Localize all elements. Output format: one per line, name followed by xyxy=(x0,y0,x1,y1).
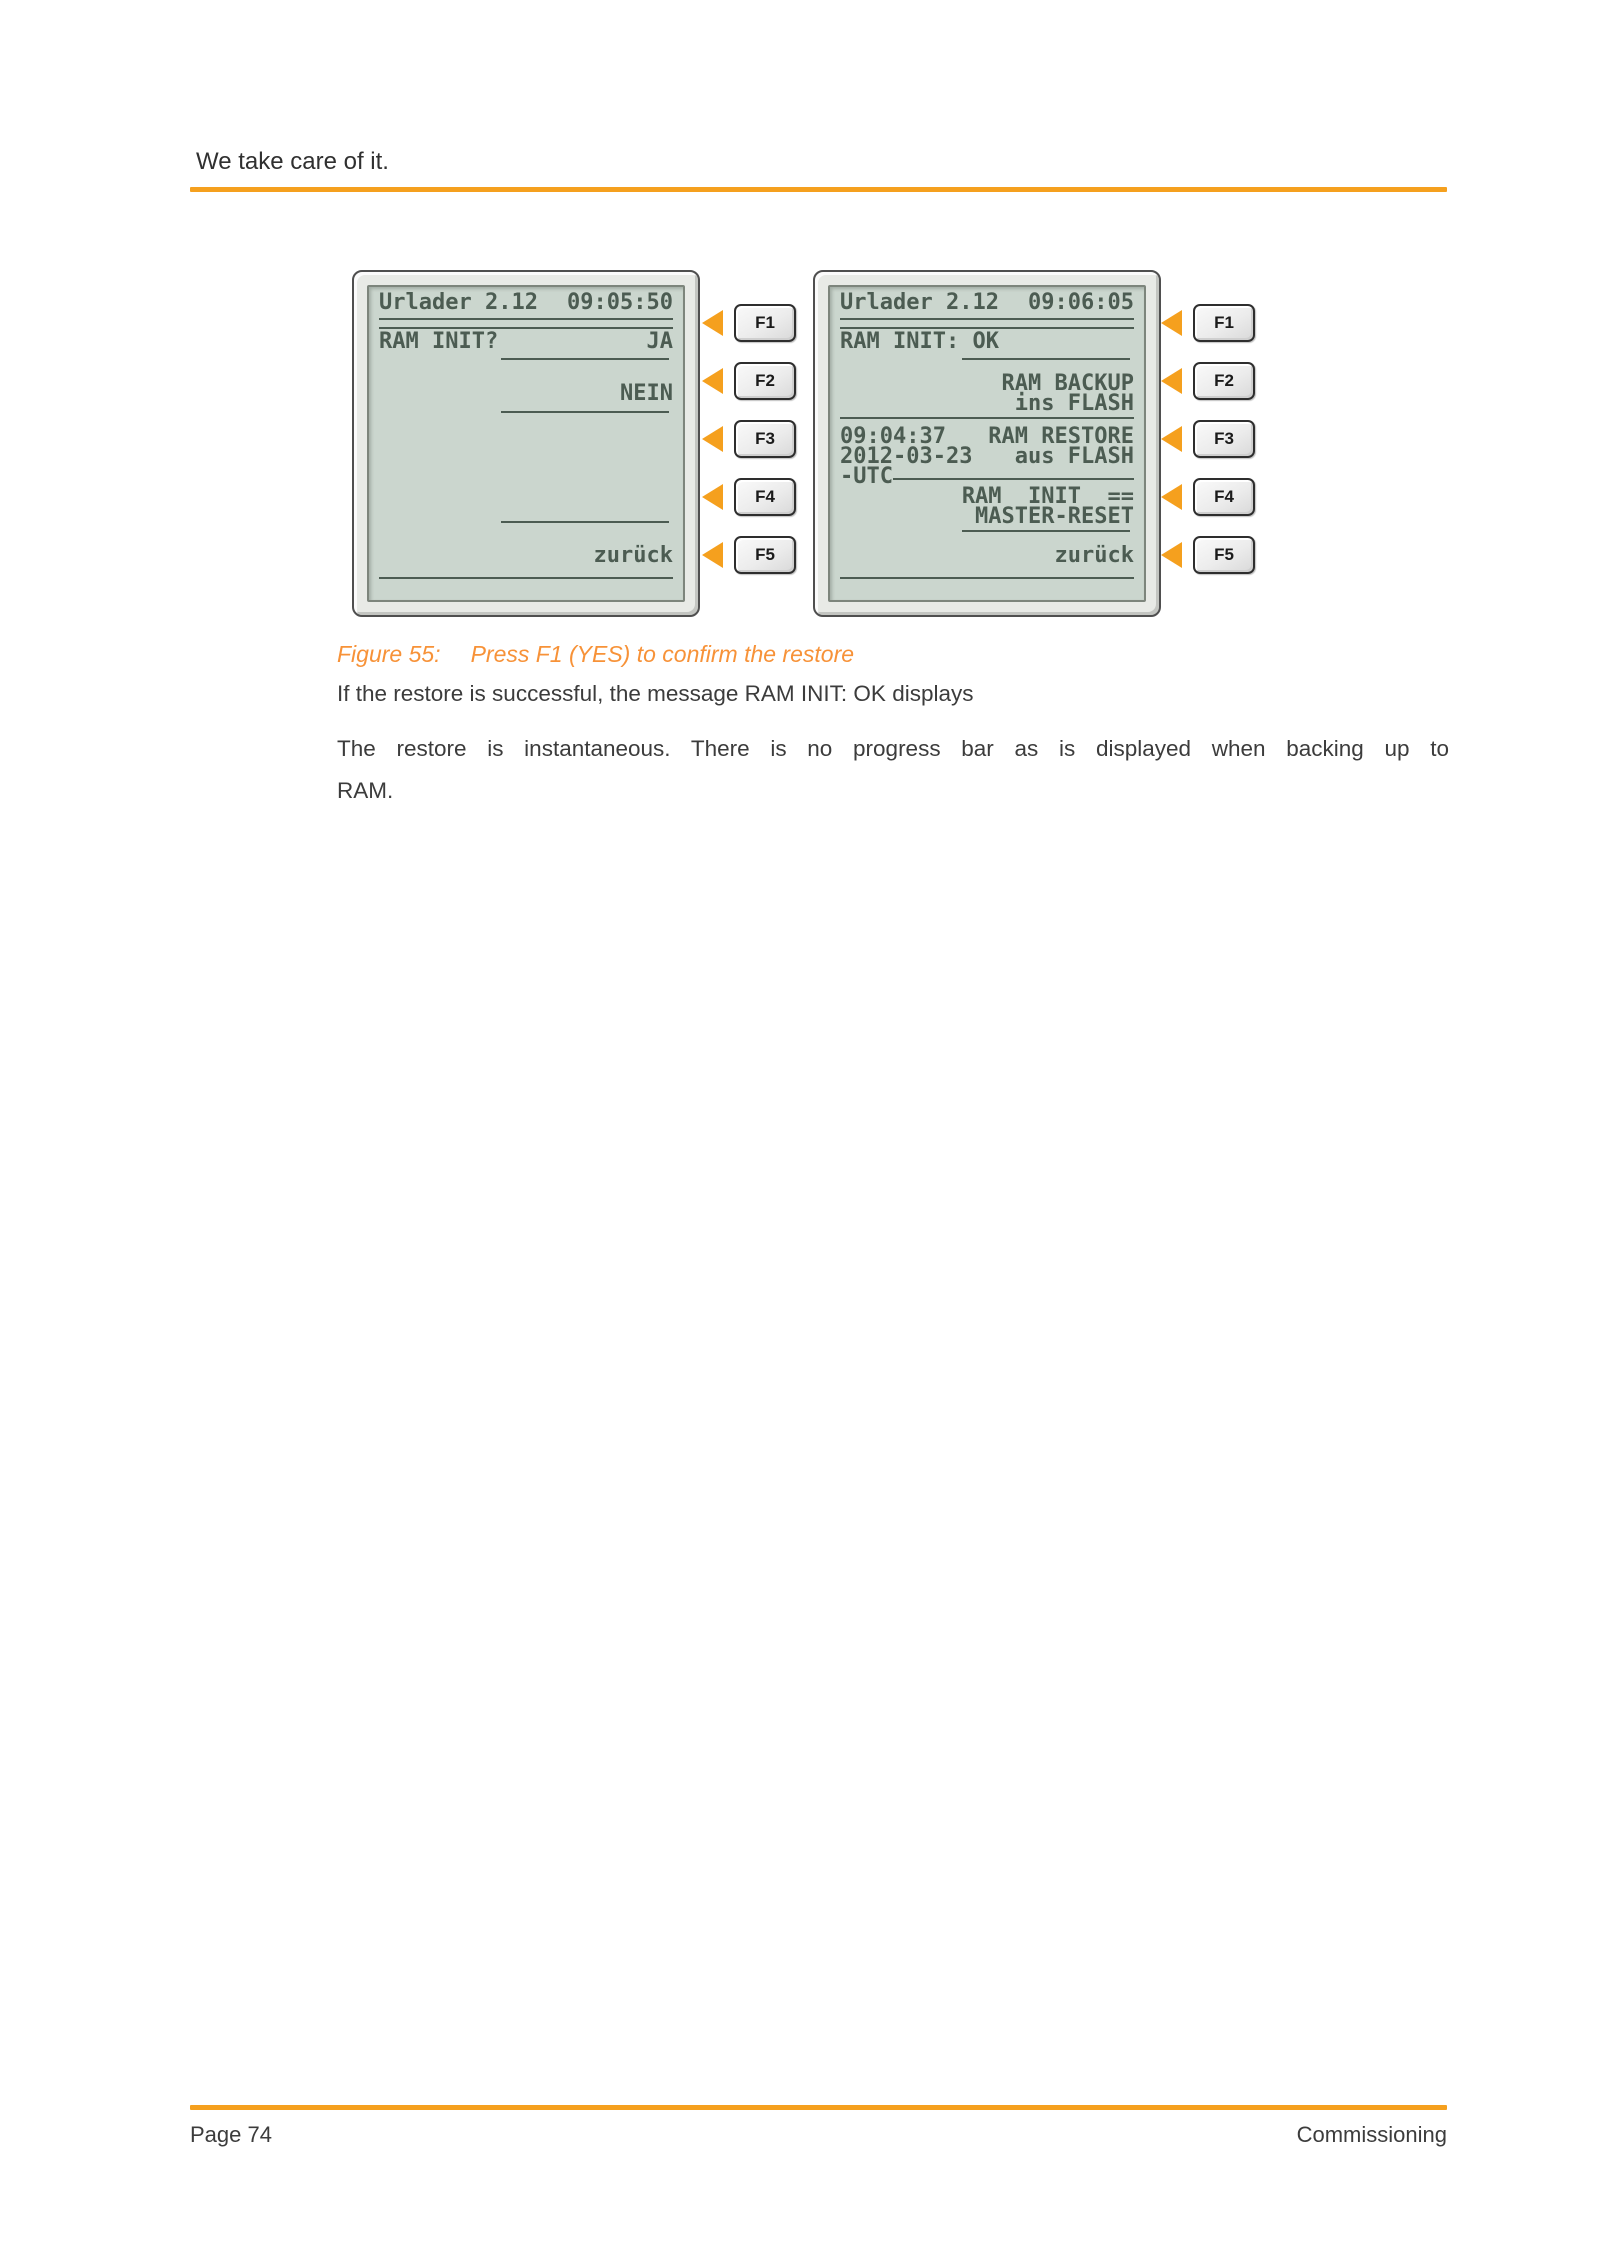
lcd-title: Urlader 2.12 xyxy=(840,290,999,315)
arrow-left-icon xyxy=(1161,426,1182,452)
lcd-softkey-line xyxy=(501,521,669,523)
lcd-back-row xyxy=(840,545,1134,567)
lcd-softkey-line xyxy=(962,358,1130,360)
f2-button[interactable]: F2 xyxy=(734,362,796,400)
f3-button[interactable]: F3 xyxy=(1193,420,1255,458)
figure-caption-label: Figure 55: xyxy=(337,641,441,667)
arrow-left-icon xyxy=(702,310,723,336)
f4-button[interactable]: F4 xyxy=(734,478,796,516)
lcd-backup-label: RAM BACKUP xyxy=(1001,371,1134,396)
fkey-row xyxy=(1161,362,1255,400)
lcd-restore-label: RAM RESTORE xyxy=(988,424,1134,449)
lcd-restore-source: aus FLASH xyxy=(1014,444,1134,469)
arrow-left-icon xyxy=(702,484,723,510)
lcd-option-yes: JA xyxy=(646,329,673,354)
lcd-title-row xyxy=(840,292,1134,314)
footer xyxy=(190,2122,1447,2148)
f5-button[interactable]: F5 xyxy=(734,536,796,574)
fkey-row xyxy=(702,420,796,458)
lcd-screen-before xyxy=(367,285,685,602)
fkey-row xyxy=(1161,536,1255,574)
fkey-row xyxy=(702,478,796,516)
fkey-column-left xyxy=(702,270,796,617)
lcd-backup-row xyxy=(840,393,1134,415)
lcd-title-divider xyxy=(379,318,673,329)
lcd-softkey-line xyxy=(501,358,669,360)
figure-illustration xyxy=(352,270,1255,617)
header-rule xyxy=(190,187,1447,192)
fkey-row xyxy=(1161,420,1255,458)
fkey-row xyxy=(702,304,796,342)
lcd-softkey-line xyxy=(501,411,669,413)
lcd-section-line xyxy=(840,417,1134,419)
footer-section: Commissioning xyxy=(1296,2122,1447,2147)
lcd-title-row xyxy=(379,292,673,314)
arrow-left-icon xyxy=(702,542,723,568)
lcd-title: Urlader 2.12 xyxy=(379,290,538,315)
lcd-utc-line xyxy=(893,478,1134,480)
arrow-left-icon xyxy=(1161,310,1182,336)
lcd-status-row xyxy=(840,331,1134,353)
lcd-prompt-row xyxy=(379,331,673,353)
lcd-clock: 09:05:50 xyxy=(567,290,673,315)
lcd-option-no-row xyxy=(379,383,673,405)
lcd-screen-after xyxy=(828,285,1146,602)
body-paragraph-2-line1: The restore is instantaneous. There is no progress bar as is displayed when backing up to xyxy=(337,736,1449,761)
f3-button[interactable]: F3 xyxy=(734,420,796,458)
figure-caption-text: Press F1 (YES) to confirm the restore xyxy=(470,641,855,667)
lcd-device-before xyxy=(352,270,700,617)
header-tagline: We take care of it. xyxy=(196,148,389,175)
fkey-row xyxy=(702,536,796,574)
lcd-status: RAM INIT: OK xyxy=(840,329,999,354)
lcd-utc-label: -UTC xyxy=(840,464,893,489)
figure-caption xyxy=(337,641,854,668)
arrow-left-icon xyxy=(1161,484,1182,510)
f1-button[interactable]: F1 xyxy=(734,304,796,342)
f1-button[interactable]: F1 xyxy=(1193,304,1255,342)
lcd-bottom-line xyxy=(379,577,673,579)
f2-button[interactable]: F2 xyxy=(1193,362,1255,400)
fkey-row xyxy=(1161,478,1255,516)
lcd-master-reset: MASTER-RESET xyxy=(975,504,1134,529)
lcd-restore-date: 2012-03-23 xyxy=(840,444,973,469)
arrow-left-icon xyxy=(702,426,723,452)
body-paragraph-2 xyxy=(337,728,1449,812)
lcd-clock: 09:06:05 xyxy=(1028,290,1134,315)
lcd-softkey-line xyxy=(962,530,1130,532)
footer-rule xyxy=(190,2105,1447,2110)
lcd-prompt: RAM INIT? xyxy=(379,329,499,354)
lcd-device-after xyxy=(813,270,1161,617)
arrow-left-icon xyxy=(1161,542,1182,568)
lcd-bottom-line xyxy=(840,577,1134,579)
lcd-restore-time: 09:04:37 xyxy=(840,424,946,449)
lcd-softkey-back: zurück xyxy=(593,543,673,568)
body-paragraph-1: If the restore is successful, the message RAM INIT: OK displays xyxy=(337,681,974,706)
fkey-row xyxy=(702,362,796,400)
arrow-left-icon xyxy=(1161,368,1182,394)
lcd-init-equals: RAM INIT == xyxy=(961,484,1134,509)
lcd-title-divider xyxy=(840,318,1134,329)
body-paragraph-2-line2: RAM. xyxy=(337,778,394,803)
lcd-back-row xyxy=(379,545,673,567)
fkey-column-right xyxy=(1161,270,1255,617)
arrow-left-icon xyxy=(702,368,723,394)
lcd-option-no: NEIN xyxy=(620,381,673,406)
f4-button[interactable]: F4 xyxy=(1193,478,1255,516)
lcd-init-row xyxy=(840,506,1134,528)
footer-page-number: Page 74 xyxy=(190,2122,272,2147)
lcd-backup-target: ins FLASH xyxy=(1014,391,1134,416)
f5-button[interactable]: F5 xyxy=(1193,536,1255,574)
fkey-row xyxy=(1161,304,1255,342)
lcd-softkey-back: zurück xyxy=(1054,543,1134,568)
